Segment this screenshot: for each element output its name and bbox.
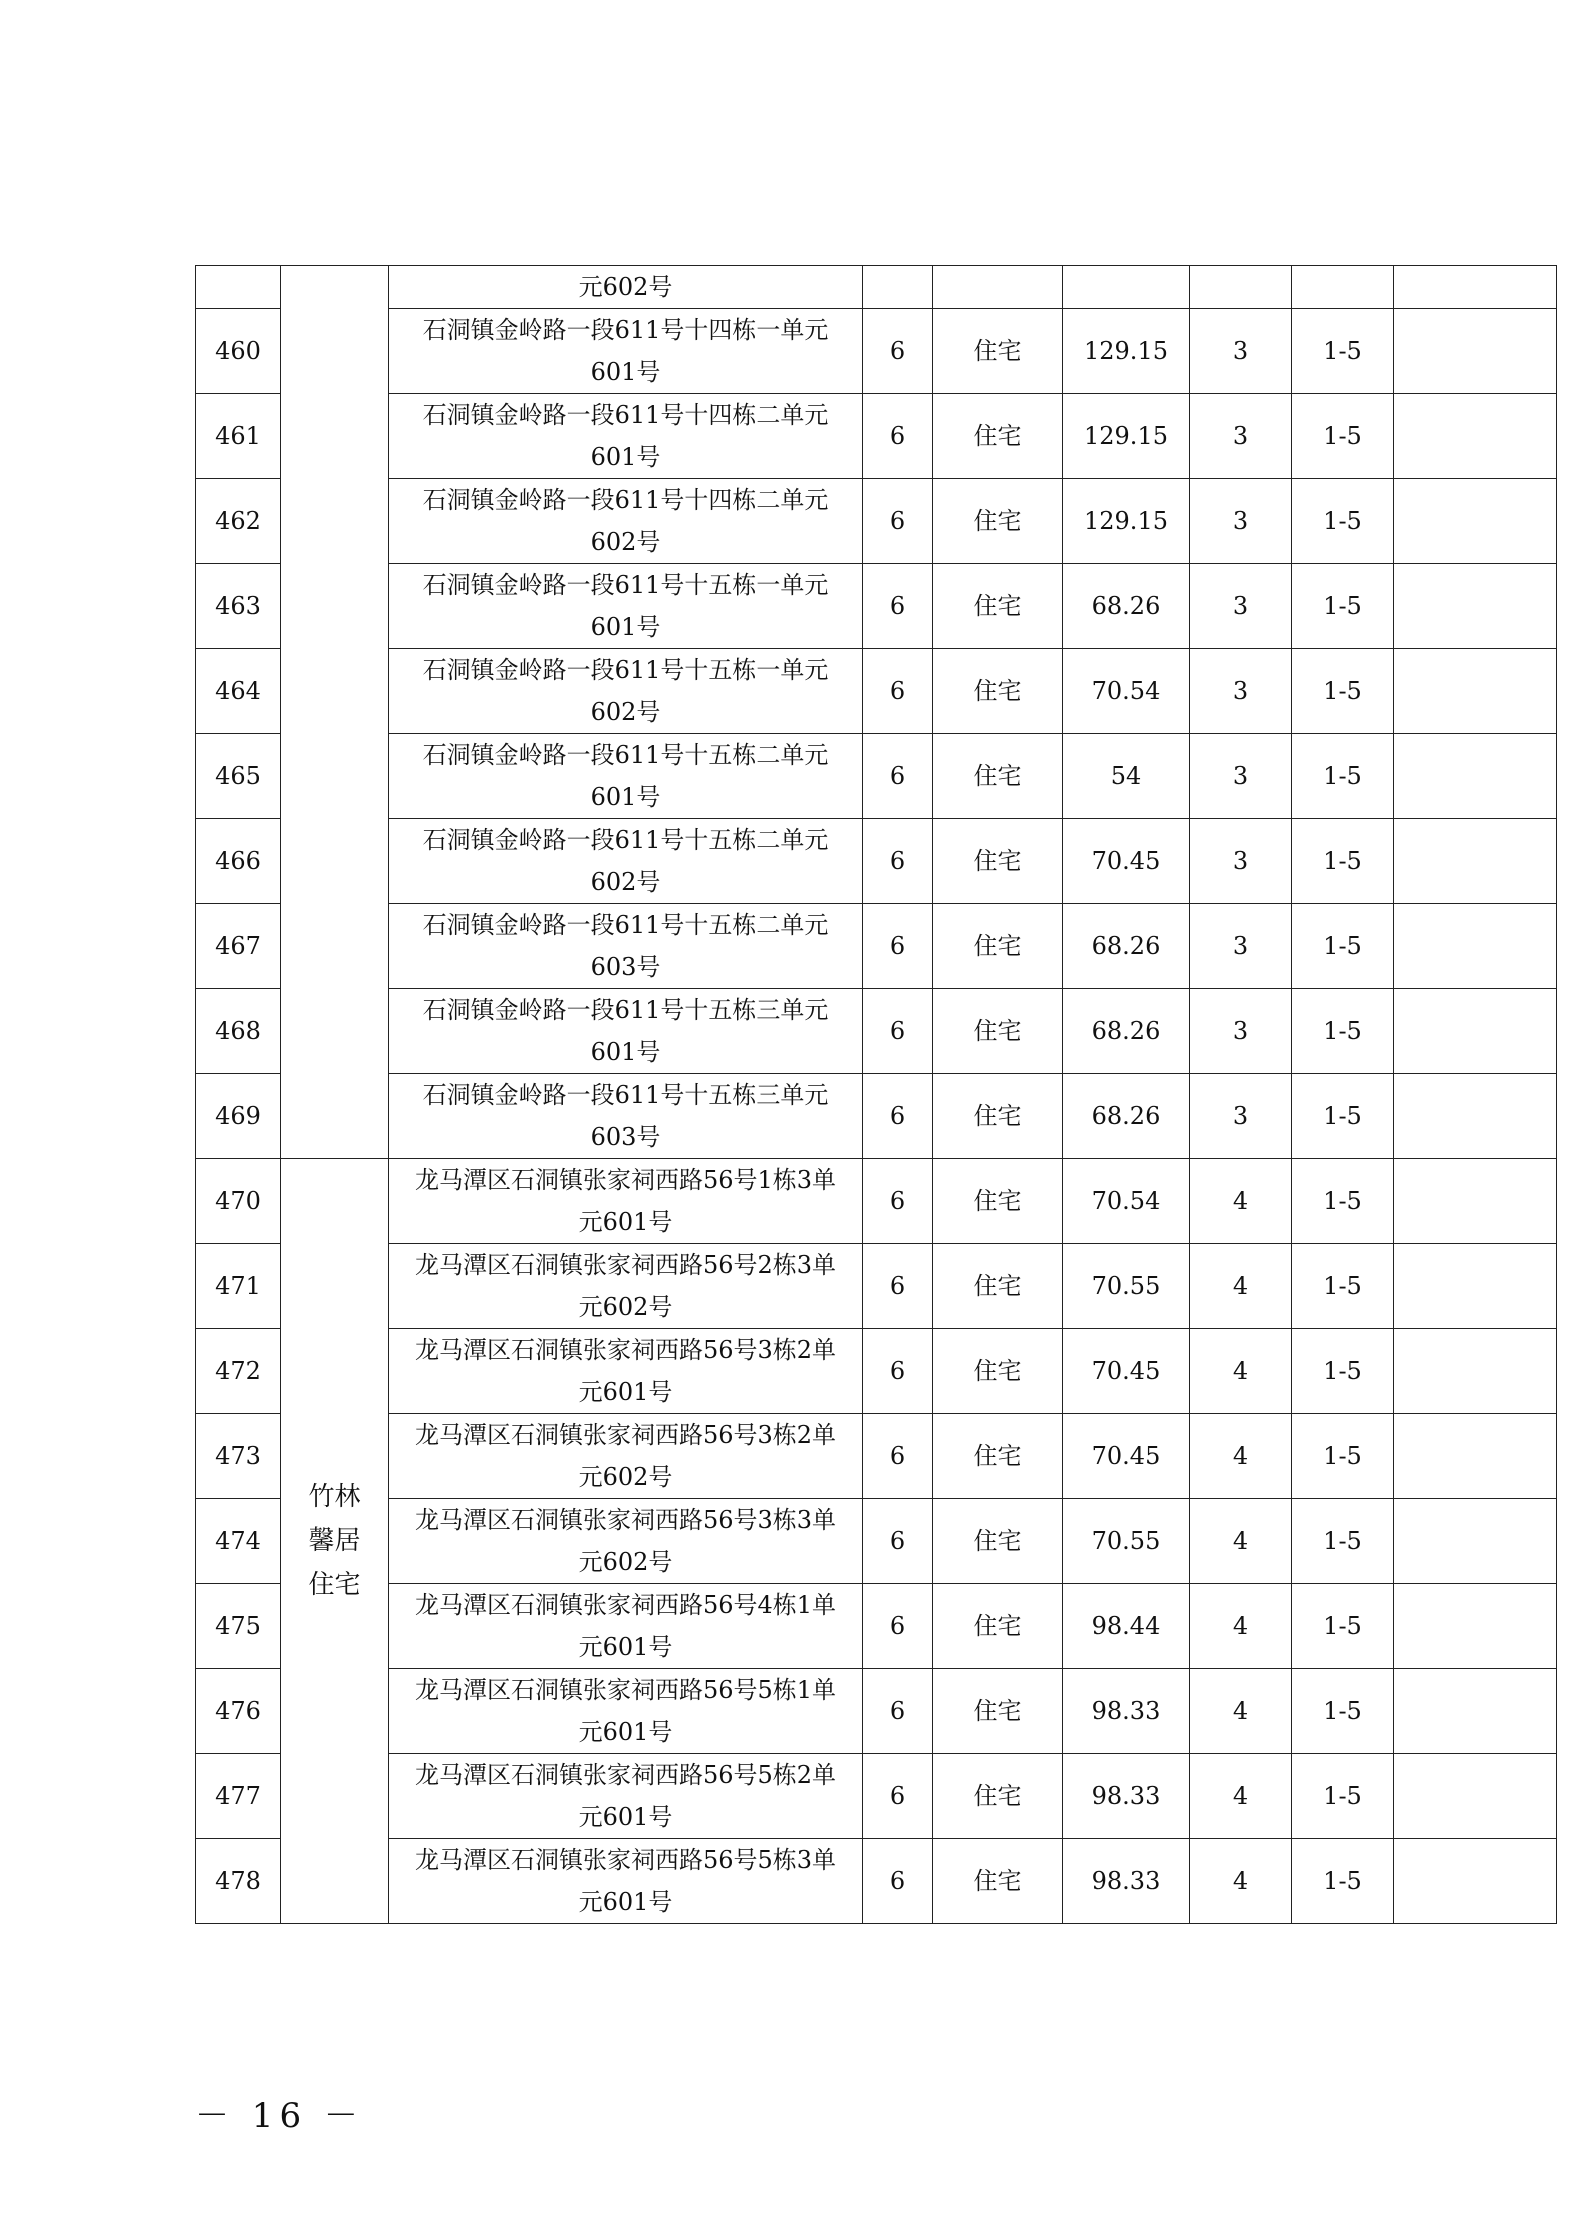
table-row	[196, 1074, 1557, 1159]
cell-no	[196, 266, 281, 309]
cell-note	[1394, 1329, 1557, 1414]
cell-note	[1394, 1584, 1557, 1669]
cell-area: 129.15	[1063, 309, 1190, 394]
cell-area: 68.26	[1063, 989, 1190, 1074]
cell-use: 住宅	[933, 904, 1063, 989]
cell-no: 477	[196, 1754, 281, 1839]
cell-use: 住宅	[933, 1839, 1063, 1924]
cell-area: 68.26	[1063, 564, 1190, 649]
table-row	[196, 479, 1557, 564]
cell-note	[1394, 564, 1557, 649]
cell-no: 464	[196, 649, 281, 734]
cell-col8: 1-5	[1292, 1244, 1394, 1329]
cell-note	[1394, 309, 1557, 394]
cell-address: 龙马潭区石洞镇张家祠西路56号5栋1单元601号	[389, 1669, 863, 1754]
cell-col7: 4	[1190, 1669, 1292, 1754]
cell-note	[1394, 904, 1557, 989]
cell-use: 住宅	[933, 1244, 1063, 1329]
table-row	[196, 1499, 1557, 1584]
cell-use: 住宅	[933, 1159, 1063, 1244]
table-row	[196, 1839, 1557, 1924]
cell-address: 龙马潭区石洞镇张家祠西路56号4栋1单元601号	[389, 1584, 863, 1669]
cell-no: 462	[196, 479, 281, 564]
cell-use: 住宅	[933, 309, 1063, 394]
table-row	[196, 1244, 1557, 1329]
cell-col7: 4	[1190, 1839, 1292, 1924]
cell-no: 470	[196, 1159, 281, 1244]
cell-col7: 3	[1190, 309, 1292, 394]
cell-no: 473	[196, 1414, 281, 1499]
cell-address: 龙马潭区石洞镇张家祠西路56号3栋2单元601号	[389, 1329, 863, 1414]
cell-address: 石洞镇金岭路一段611号十五栋三单元601号	[389, 989, 863, 1074]
cell-use: 住宅	[933, 394, 1063, 479]
cell-col8: 1-5	[1292, 989, 1394, 1074]
table-row	[196, 309, 1557, 394]
cell-address: 龙马潭区石洞镇张家祠西路56号5栋2单元601号	[389, 1754, 863, 1839]
cell-floors: 6	[863, 1074, 933, 1159]
cell-address: 石洞镇金岭路一段611号十四栋一单元601号	[389, 309, 863, 394]
housing-list-table	[195, 265, 1557, 1924]
cell-col8: 1-5	[1292, 394, 1394, 479]
cell-floors: 6	[863, 1839, 933, 1924]
cell-note	[1394, 394, 1557, 479]
table-row	[196, 1669, 1557, 1754]
table-row	[196, 1329, 1557, 1414]
cell-use: 住宅	[933, 1499, 1063, 1584]
cell-no: 478	[196, 1839, 281, 1924]
cell-floors: 6	[863, 904, 933, 989]
cell-note	[1394, 1414, 1557, 1499]
cell-floors	[863, 266, 933, 309]
cell-no: 467	[196, 904, 281, 989]
cell-no: 476	[196, 1669, 281, 1754]
cell-col7: 3	[1190, 819, 1292, 904]
cell-area: 98.33	[1063, 1839, 1190, 1924]
cell-col8: 1-5	[1292, 1074, 1394, 1159]
cell-area: 98.33	[1063, 1754, 1190, 1839]
cell-address: 龙马潭区石洞镇张家祠西路56号5栋3单元601号	[389, 1839, 863, 1924]
cell-area: 129.15	[1063, 479, 1190, 564]
table-row	[196, 1584, 1557, 1669]
cell-col7: 3	[1190, 394, 1292, 479]
cell-use: 住宅	[933, 1414, 1063, 1499]
cell-col7: 4	[1190, 1414, 1292, 1499]
cell-col7: 3	[1190, 904, 1292, 989]
cell-col8: 1-5	[1292, 1499, 1394, 1584]
cell-floors: 6	[863, 1159, 933, 1244]
cell-use: 住宅	[933, 1329, 1063, 1414]
cell-address: 龙马潭区石洞镇张家祠西路56号2栋3单元602号	[389, 1244, 863, 1329]
cell-floors: 6	[863, 1754, 933, 1839]
cell-col8: 1-5	[1292, 1329, 1394, 1414]
cell-col8: 1-5	[1292, 734, 1394, 819]
cell-no: 468	[196, 989, 281, 1074]
cell-col8	[1292, 266, 1394, 309]
cell-address: 石洞镇金岭路一段611号十五栋二单元602号	[389, 819, 863, 904]
cell-note	[1394, 1244, 1557, 1329]
cell-no: 475	[196, 1584, 281, 1669]
cell-col8: 1-5	[1292, 564, 1394, 649]
cell-col8: 1-5	[1292, 904, 1394, 989]
cell-col8: 1-5	[1292, 1669, 1394, 1754]
cell-col8: 1-5	[1292, 649, 1394, 734]
cell-area: 98.44	[1063, 1584, 1190, 1669]
cell-col8: 1-5	[1292, 1839, 1394, 1924]
cell-address: 龙马潭区石洞镇张家祠西路56号3栋2单元602号	[389, 1414, 863, 1499]
cell-use: 住宅	[933, 479, 1063, 564]
cell-address: 石洞镇金岭路一段611号十五栋一单元602号	[389, 649, 863, 734]
cell-floors: 6	[863, 309, 933, 394]
cell-use	[933, 266, 1063, 309]
cell-note	[1394, 1074, 1557, 1159]
cell-col7: 3	[1190, 1074, 1292, 1159]
group-cell: 竹林馨居住宅	[281, 1159, 389, 1924]
cell-col7: 3	[1190, 479, 1292, 564]
cell-no: 471	[196, 1244, 281, 1329]
cell-floors: 6	[863, 649, 933, 734]
table-row-continued	[196, 266, 1557, 309]
cell-col7: 4	[1190, 1584, 1292, 1669]
cell-note	[1394, 649, 1557, 734]
cell-area: 68.26	[1063, 1074, 1190, 1159]
table-row	[196, 564, 1557, 649]
cell-no: 469	[196, 1074, 281, 1159]
cell-col7: 4	[1190, 1244, 1292, 1329]
table-row	[196, 734, 1557, 819]
cell-floors: 6	[863, 1669, 933, 1754]
cell-area: 70.55	[1063, 1499, 1190, 1584]
cell-no: 474	[196, 1499, 281, 1584]
cell-use: 住宅	[933, 734, 1063, 819]
table-row	[196, 649, 1557, 734]
cell-floors: 6	[863, 394, 933, 479]
cell-note	[1394, 1499, 1557, 1584]
cell-address: 石洞镇金岭路一段611号十五栋一单元601号	[389, 564, 863, 649]
table-body	[196, 266, 1557, 1924]
cell-use: 住宅	[933, 649, 1063, 734]
cell-floors: 6	[863, 819, 933, 904]
cell-area: 54	[1063, 734, 1190, 819]
cell-floors: 6	[863, 564, 933, 649]
cell-col7: 3	[1190, 564, 1292, 649]
cell-col8: 1-5	[1292, 1159, 1394, 1244]
cell-address: 石洞镇金岭路一段611号十四栋二单元601号	[389, 394, 863, 479]
cell-col7: 3	[1190, 734, 1292, 819]
cell-floors: 6	[863, 1584, 933, 1669]
cell-use: 住宅	[933, 1584, 1063, 1669]
page-number: － 16 －	[195, 2096, 364, 2136]
table-row	[196, 904, 1557, 989]
cell-address: 龙马潭区石洞镇张家祠西路56号1栋3单元601号	[389, 1159, 863, 1244]
cell-floors: 6	[863, 1499, 933, 1584]
cell-no: 460	[196, 309, 281, 394]
cell-col7: 4	[1190, 1499, 1292, 1584]
cell-address: 石洞镇金岭路一段611号十五栋二单元601号	[389, 734, 863, 819]
cell-floors: 6	[863, 1329, 933, 1414]
cell-note	[1394, 479, 1557, 564]
cell-col8: 1-5	[1292, 819, 1394, 904]
cell-note	[1394, 266, 1557, 309]
cell-area: 70.45	[1063, 1329, 1190, 1414]
cell-note	[1394, 819, 1557, 904]
cell-col8: 1-5	[1292, 1584, 1394, 1669]
cell-area: 129.15	[1063, 394, 1190, 479]
cell-area: 98.33	[1063, 1669, 1190, 1754]
cell-floors: 6	[863, 989, 933, 1074]
cell-col8: 1-5	[1292, 309, 1394, 394]
cell-note	[1394, 1669, 1557, 1754]
cell-use: 住宅	[933, 1669, 1063, 1754]
cell-no: 461	[196, 394, 281, 479]
cell-floors: 6	[863, 479, 933, 564]
cell-col7: 4	[1190, 1754, 1292, 1839]
cell-no: 472	[196, 1329, 281, 1414]
cell-note	[1394, 734, 1557, 819]
cell-note	[1394, 1754, 1557, 1839]
cell-area: 70.45	[1063, 819, 1190, 904]
cell-address: 元602号	[389, 266, 863, 309]
cell-col8: 1-5	[1292, 479, 1394, 564]
cell-col7: 3	[1190, 989, 1292, 1074]
cell-area: 70.54	[1063, 1159, 1190, 1244]
table-row	[196, 819, 1557, 904]
group-cell	[281, 266, 389, 1159]
cell-area: 70.45	[1063, 1414, 1190, 1499]
cell-col8: 1-5	[1292, 1414, 1394, 1499]
cell-col7: 3	[1190, 649, 1292, 734]
cell-col7	[1190, 266, 1292, 309]
cell-use: 住宅	[933, 989, 1063, 1074]
cell-use: 住宅	[933, 1754, 1063, 1839]
table-row	[196, 989, 1557, 1074]
table-row	[196, 394, 1557, 479]
table-row	[196, 1754, 1557, 1839]
cell-address: 石洞镇金岭路一段611号十四栋二单元602号	[389, 479, 863, 564]
cell-use: 住宅	[933, 819, 1063, 904]
cell-floors: 6	[863, 1414, 933, 1499]
cell-address: 龙马潭区石洞镇张家祠西路56号3栋3单元602号	[389, 1499, 863, 1584]
cell-col8: 1-5	[1292, 1754, 1394, 1839]
cell-use: 住宅	[933, 1074, 1063, 1159]
cell-floors: 6	[863, 1244, 933, 1329]
cell-note	[1394, 1159, 1557, 1244]
cell-no: 463	[196, 564, 281, 649]
cell-area: 70.54	[1063, 649, 1190, 734]
cell-floors: 6	[863, 734, 933, 819]
cell-area	[1063, 266, 1190, 309]
table-row	[196, 1159, 1557, 1244]
cell-no: 466	[196, 819, 281, 904]
cell-address: 石洞镇金岭路一段611号十五栋二单元603号	[389, 904, 863, 989]
cell-note	[1394, 989, 1557, 1074]
cell-note	[1394, 1839, 1557, 1924]
cell-col7: 4	[1190, 1159, 1292, 1244]
cell-area: 70.55	[1063, 1244, 1190, 1329]
cell-area: 68.26	[1063, 904, 1190, 989]
cell-address: 石洞镇金岭路一段611号十五栋三单元603号	[389, 1074, 863, 1159]
cell-col7: 4	[1190, 1329, 1292, 1414]
cell-use: 住宅	[933, 564, 1063, 649]
cell-no: 465	[196, 734, 281, 819]
table-row	[196, 1414, 1557, 1499]
